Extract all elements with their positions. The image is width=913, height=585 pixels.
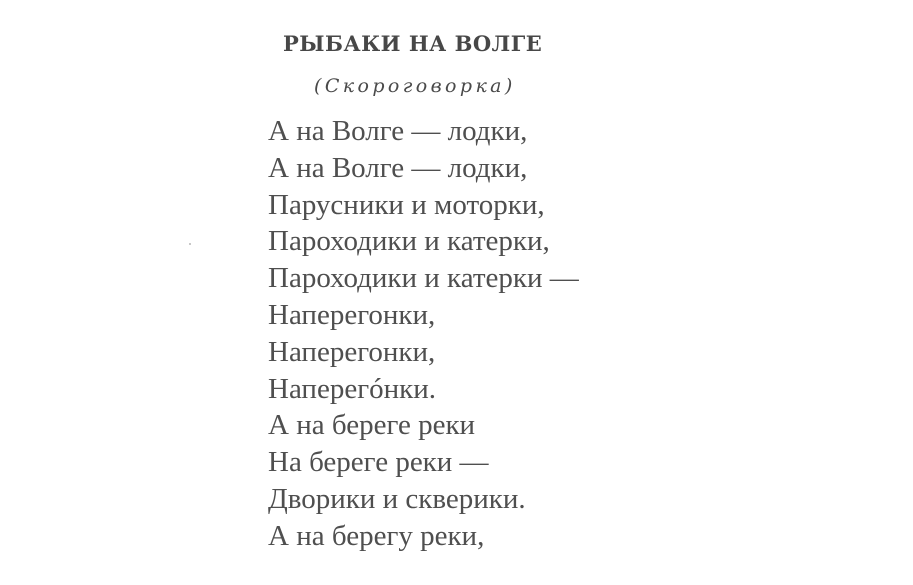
verse-line: Пароходики и катерки, [268,225,550,258]
verse-line: Пароходики и катерки — [268,262,579,295]
poem-verse [268,113,579,555]
verse-line: А на Волге — лодки, [268,151,528,184]
poem-title: РЫБАКИ НА ВОЛГЕ [283,31,543,56]
verse-line: Наперегонки, [268,298,436,331]
verse-line: А на Волге — лодки, [268,115,528,147]
scan-speck [189,243,191,245]
verse-line: Наперегóнки. [268,372,436,405]
poem-subtitle: (Скороговорка) [314,75,516,97]
verse-line: А на берегу реки, [268,519,485,552]
verse-line: Парусники и моторки, [268,188,545,221]
verse-line: Наперегонки, [268,335,436,368]
verse-line: А на береге реки [268,409,476,442]
verse-line: Дворики и скверики. [268,482,526,515]
verse-line: На береге реки — [268,446,489,479]
